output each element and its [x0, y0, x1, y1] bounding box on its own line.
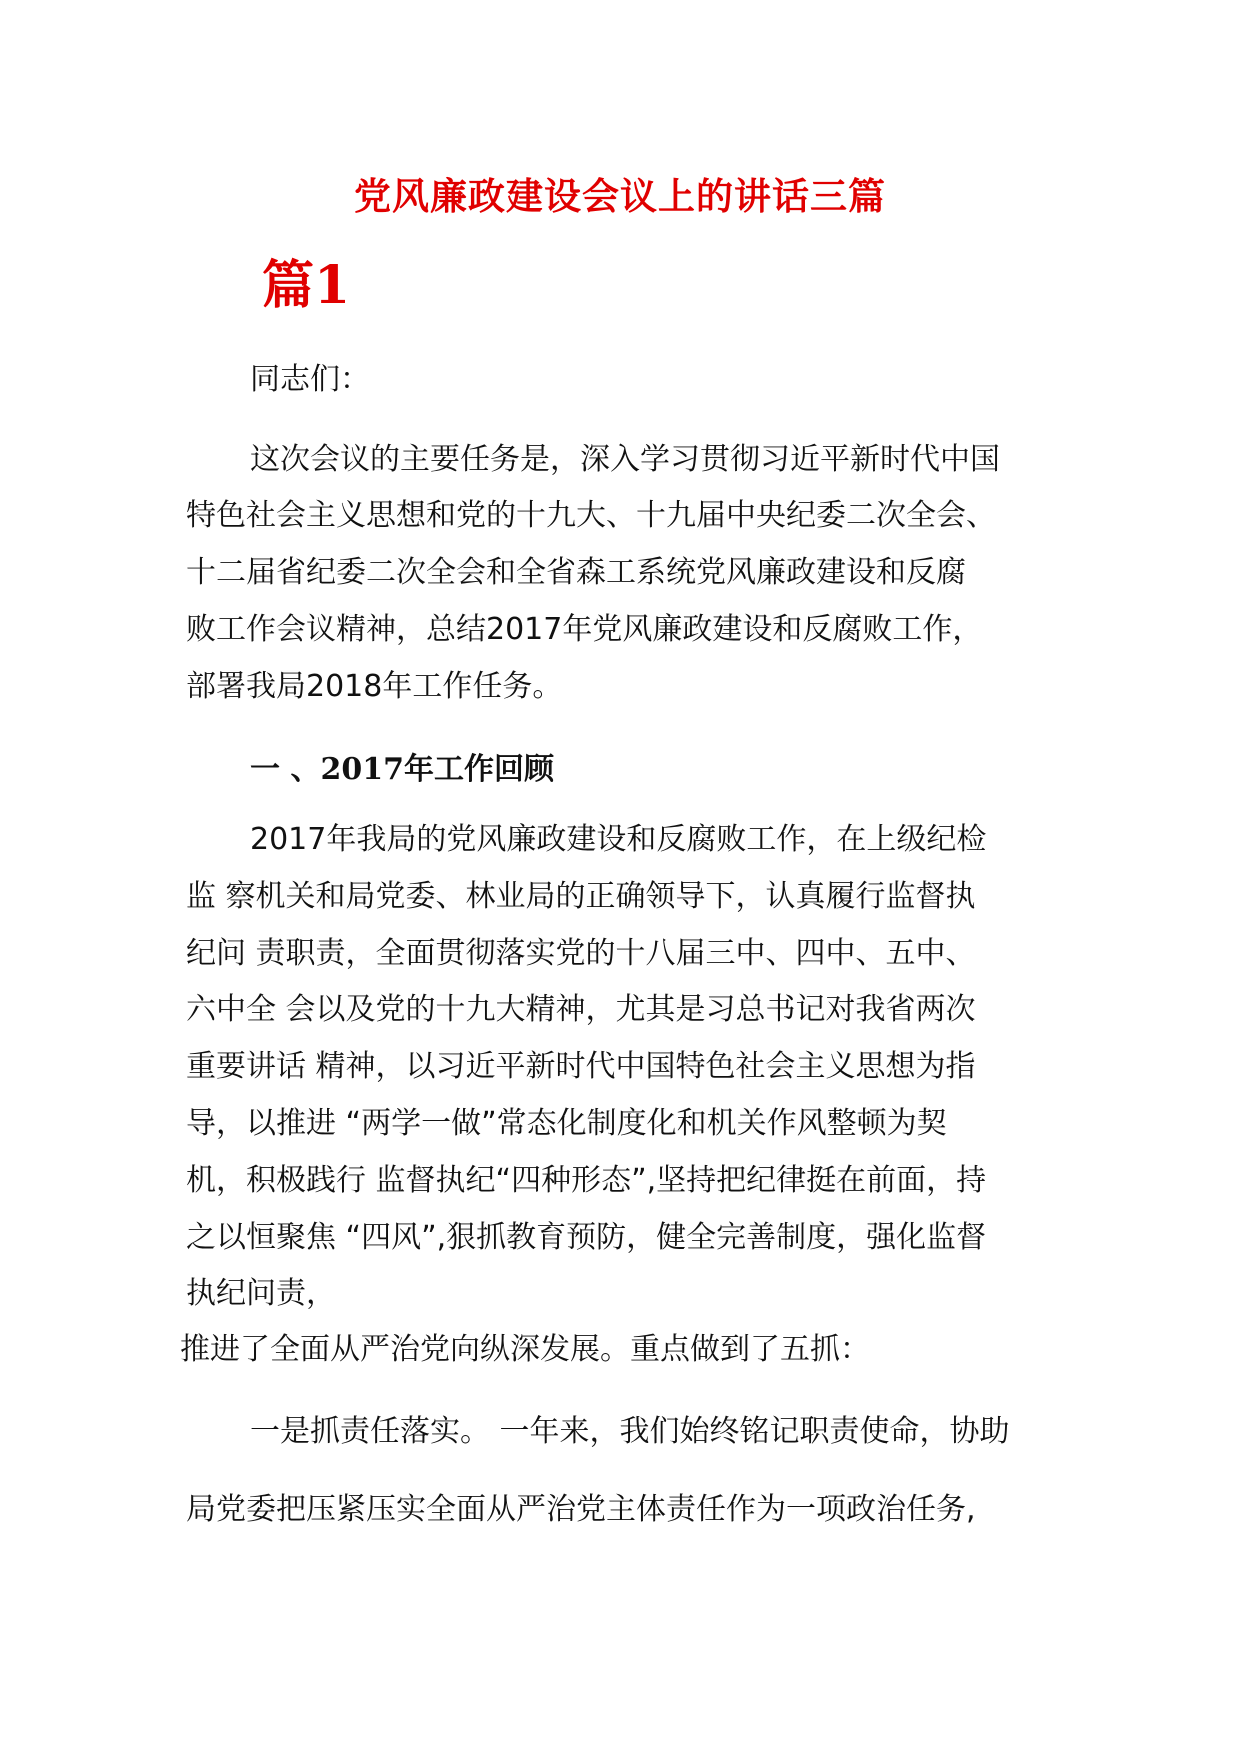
- salutation: 同志们：: [250, 362, 370, 397]
- paragraph-line: 机，积极践行 监督执纪“四种形态”,坚持把纪律挺在前面，持: [186, 1163, 987, 1198]
- paragraph-line: 一是抓责任落实。 一年来，我们始终铭记职责使命，协助: [250, 1414, 1010, 1449]
- paragraph-line: 之以恒聚焦 “四风”,狠抓教育预防，健全完善制度，强化监督: [186, 1220, 987, 1255]
- part-heading: 篇1: [262, 255, 351, 316]
- paragraph-line: 导，以推进 “两学一做”常态化制度化和机关作风整顿为契: [186, 1106, 947, 1141]
- paragraph-line: 局党委把压紧压实全面从严治党主体责任作为一项政治任务,: [186, 1492, 976, 1527]
- paragraph-line: 执纪问责，: [186, 1276, 336, 1311]
- paragraph-line: 败工作会议精神，总结2017年党风廉政建设和反腐败工作，: [186, 612, 983, 647]
- paragraph-line: 特色社会主义思想和党的十九大、十九届中央纪委二次全会、: [186, 498, 996, 533]
- paragraph-line: 六中全 会以及党的十九大精神，尤其是习总书记对我省两次: [186, 992, 976, 1027]
- paragraph-line: 纪问 责职责，全面贯彻落实党的十八届三中、四中、五中、: [186, 936, 976, 971]
- paragraph-line: 这次会议的主要任务是，深入学习贯彻习近平新时代中国: [250, 442, 1000, 477]
- paragraph-line: 2017年我局的党风廉政建设和反腐败工作，在上级纪检: [250, 822, 987, 857]
- paragraph-line: 重要讲话 精神，以习近平新时代中国特色社会主义思想为指: [186, 1049, 976, 1084]
- paragraph-line: 十二届省纪委二次全会和全省森工系统党风廉政建设和反腐: [186, 555, 966, 590]
- paragraph-line: 推进了全面从严治党向纵深发展。重点做到了五抓：: [180, 1332, 870, 1367]
- section-heading: 一 、2017年工作回顾: [250, 752, 554, 787]
- document-title: 党风廉政建设会议上的讲话三篇: [354, 174, 886, 218]
- paragraph-line: 部署我局2018年工作任务。: [186, 669, 563, 704]
- paragraph-line: 监 察机关和局党委、林业局的正确领导下，认真履行监督执: [186, 879, 976, 914]
